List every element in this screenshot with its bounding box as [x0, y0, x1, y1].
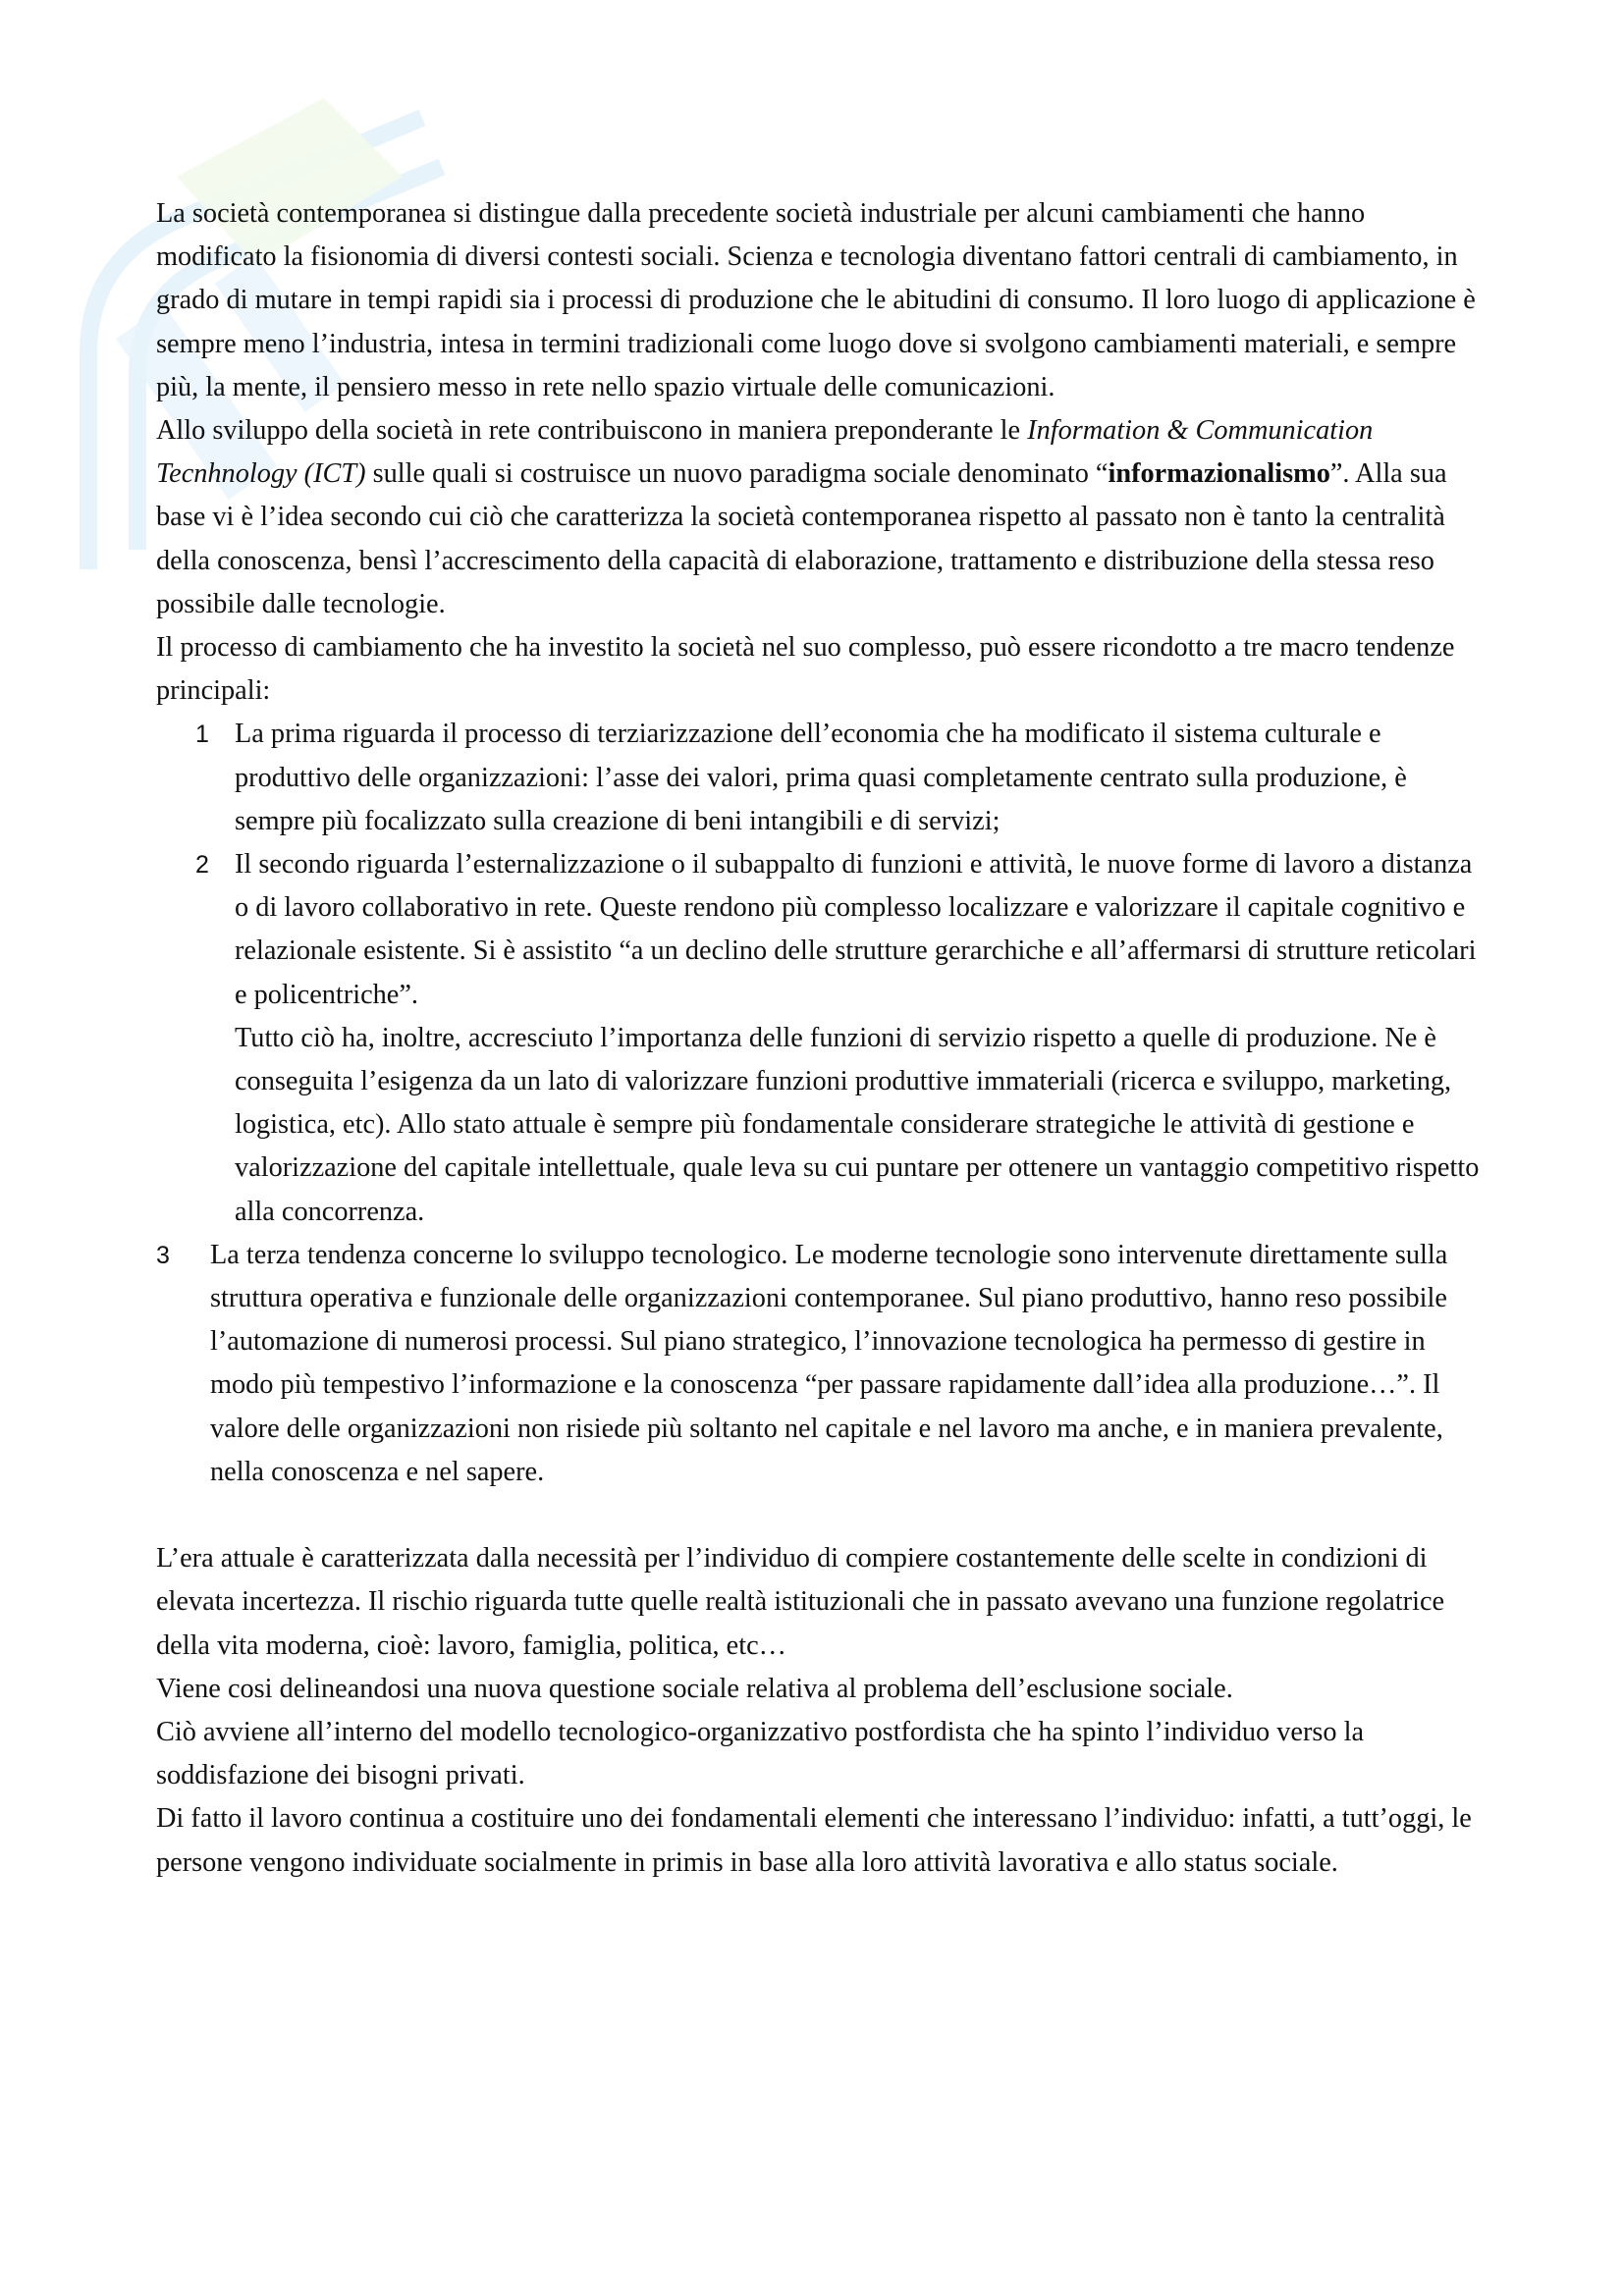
list-item-text-continued: Tutto ciò ha, inoltre, accresciuto l’importanza delle funzioni di servizio rispetto a quelle di produzione. Ne è conseguita l’esigenza da un lato di valorizzare funzioni produttive immateriali (ricerca e sviluppo, marketing, logistica, etc). Allo stato attuale è sempre più fondamentale considerare strategiche le attività di gestione e valorizzazione del capitale intellettuale, quale leva su cui puntare per ottenere un vantaggio competitivo rispetto alla concorrenza. [235, 1022, 1480, 1227]
list-number: 1 [195, 721, 209, 749]
document-body [156, 192, 1482, 1885]
ict-term: Information & Communication Tecnhnology (ICT) [156, 415, 1374, 490]
paragraph-spacer [156, 1494, 1482, 1537]
paragraph-lavoro: Di fatto il lavoro continua a costituire uno dei fondamentali elementi che interessano l’individuo: infatti, a tutt’oggi, le persone vengono individuate socialmente in primis in base alla loro attività lavorativa e allo status sociale. [156, 1803, 1472, 1878]
paragraph-ict-part-c: ”. Alla sua base vi è l’idea secondo cui ciò che caratterizza la società contemporanea rispetto al passato non è tanto la centralità della conoscenza, bensì l’accrescimento della capacità di elaborazione, trattamento e distribuzione della stessa reso possibile dalle tecnologie. [156, 458, 1447, 619]
paragraph-esclusione: Viene cosi delineandosi una nuova questione sociale relativa al problema dell’esclusione sociale. [156, 1673, 1233, 1704]
paragraph-ict [156, 409, 1482, 626]
list-item-text: La terza tendenza concerne lo sviluppo tecnologico. Le moderne tecnologie sono intervenute direttamente sulla struttura operativa e funzionale delle organizzazioni contemporanee. Sul piano produttivo, hanno reso possibile l’automazione di numerosi processi. Sul piano strategico, l’innovazione tecnologica ha permesso di gestire in modo più tempestivo l’informazione e la conoscenza “per passare rapidamente dall’idea alla produzione…”. Il valore delle organizzazioni non risiede più soltanto nel capitale e nel lavoro ma anche, e in maniera prevalente, nella conoscenza e nel sapere. [210, 1239, 1448, 1487]
list-number: 2 [195, 851, 209, 880]
list-item-2 [156, 843, 1482, 1234]
paragraph-tendenze: Il processo di cambiamento che ha investito la società nel suo complesso, può essere ricondotto a tre macro tendenze principali: [156, 632, 1455, 707]
list-item-text: Il secondo riguarda l’esternalizzazione o il subappalto di funzioni e attività, le nuove forme di lavoro a distanza o di lavoro collaborativo in rete. Queste rendono più complesso localizzare e valorizzare il capitale cognitivo e relazionale esistente. Si è assistito “a un declino delle strutture gerarchiche e all’affermarsi di strutture reticolari e policentriche”. [235, 849, 1477, 1010]
list-item-1 [156, 713, 1482, 843]
paragraph-incertezza: L’era attuale è caratterizzata dalla necessità per l’individuo di compiere costantemente delle scelte in condizioni di elevata incertezza. Il rischio riguarda tutte quelle realtà istituzionali che in passato avevano una funzione regolatrice della vita moderna, cioè: lavoro, famiglia, politica, etc… [156, 1543, 1445, 1661]
paragraph-intro: La società contemporanea si distingue dalla precedente società industriale per alcuni cambiamenti che hanno modificato la fisionomia di diversi contesti sociali. Scienza e tecnologia diventano fattori centrali di cambiamento, in grado di mutare in tempi rapidi sia i processi di produzione che le abitudini di consumo. Il loro luogo di applicazione è sempre meno l’industria, intesa in termini tradizionali come luogo dove si svolgono cambiamenti materiali, e sempre più, la mente, il pensiero messo in rete nello spazio virtuale delle comunicazioni. [156, 198, 1476, 402]
list-number: 3 [156, 1241, 170, 1269]
paragraph-postfordista: Ciò avviene all’interno del modello tecnologico-organizzativo postfordista che ha spinto l’individuo verso la soddisfazione dei bisogni privati. [156, 1716, 1365, 1791]
list-item-3 [156, 1234, 1482, 1494]
paragraph-ict-part-a: Allo sviluppo della società in rete contribuiscono in maniera preponderante le [156, 415, 1028, 447]
list-item-text: La prima riguarda il processo di terziarizzazione dell’economia che ha modificato il sistema culturale e produttivo delle organizzazioni: l’asse dei valori, prima quasi completamente centrato sulla produzione, è sempre più focalizzato sulla creazione di beni intangibili e di servizi; [235, 719, 1407, 836]
paragraph-ict-part-b: sulle quali si costruisce un nuovo paradigma sociale denominato “ [365, 458, 1109, 490]
informazionalismo-term: informazionalismo [1108, 458, 1330, 490]
